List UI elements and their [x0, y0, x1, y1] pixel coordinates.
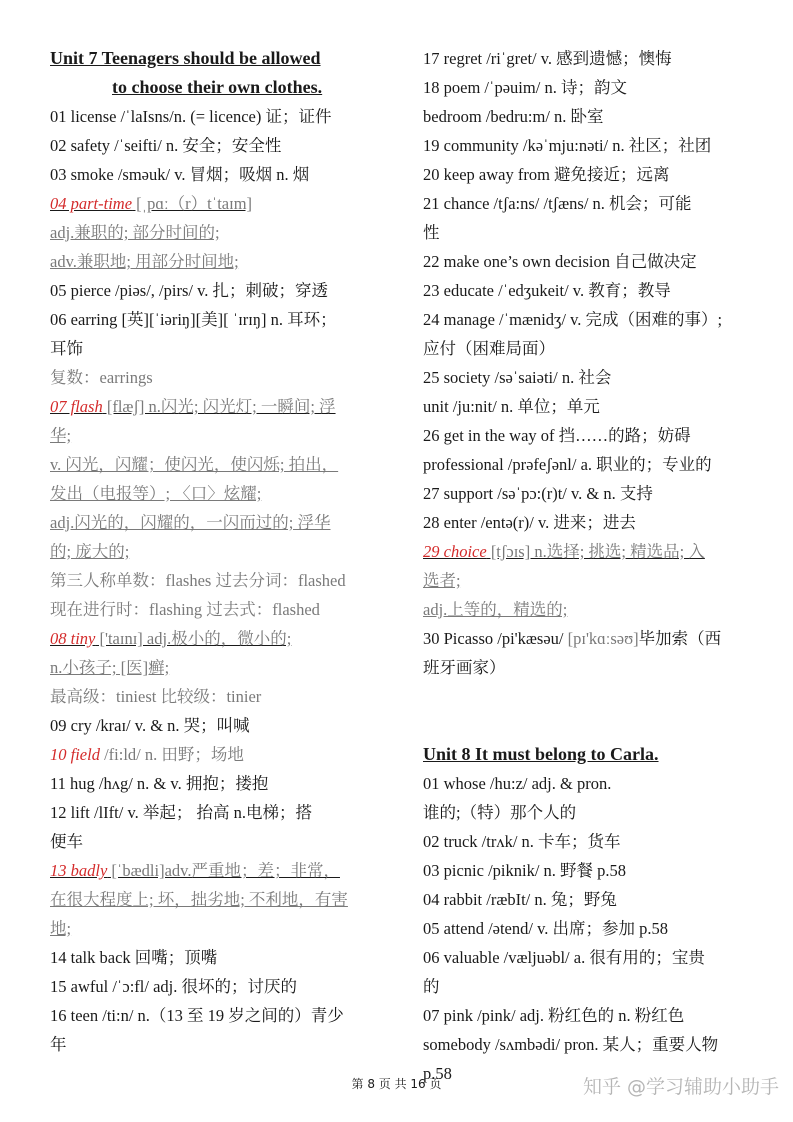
vocab-line: adj.上等的，精选的; — [423, 600, 568, 619]
vocab-line: 06 valuable /væljuəbl/ a. 很有用的；宝贵 — [423, 948, 705, 967]
section-spacer — [423, 682, 768, 740]
vocab-entry-highlight — [50, 740, 386, 769]
vocab-line: 应付（困难局面） — [423, 339, 555, 358]
vocab-line: 复数：earrings — [50, 368, 153, 387]
vocab-line: 18 poem /ˈpəuim/ n. 诗；韵文 — [423, 78, 627, 97]
vocab-word: 08 tiny — [50, 629, 96, 648]
vocab-line: 11 hug /hʌg/ n. & v. 拥抱；搂抱 — [50, 774, 269, 793]
vocab-line: adj.闪光的，闪耀的，一闪而过的; 浮华 — [50, 513, 331, 532]
vocab-entry-highlight — [50, 189, 386, 218]
vocab-line: p.58 — [423, 1064, 452, 1083]
vocab-line: 年 — [50, 1035, 67, 1054]
vocab-line: 地; — [50, 919, 72, 938]
vocab-line: 26 get in the way of 挡……的路；妨碍 — [423, 426, 691, 445]
vocab-line: 27 support /səˈpɔ:(r)t/ v. & n. 支持 — [423, 484, 653, 503]
vocab-line: 最高级：tiniest 比较级：tinier — [50, 687, 262, 706]
vocab-line: 02 safety /ˈseifti/ n. 安全；安全性 — [50, 136, 282, 155]
vocab-line: 04 rabbit /ræbIt/ n. 兔；野兔 — [423, 890, 617, 909]
vocab-line: 班牙画家） — [423, 658, 506, 677]
vocab-line: 便车 — [50, 832, 83, 851]
vocab-word: 04 part-time — [50, 194, 133, 213]
vocab-definition: [ˌpɑː（r）tˈtaɪm] — [132, 194, 253, 213]
vocab-line: 耳饰 — [50, 339, 83, 358]
vocab-word: 29 choice — [423, 542, 487, 561]
vocab-line: 发出（电报等）; 〈口〉炫耀; — [50, 484, 262, 503]
vocab-line: 16 teen /ti:n/ n.（13 至 19 岁之间的）青少 — [50, 1006, 344, 1025]
watermark — [583, 1072, 779, 1099]
vocab-line: 谁的;（特）那个人的 — [423, 803, 577, 822]
vocab-line: 05 pierce /piəs/, /pirs/ v. 扎；刺破；穿透 — [50, 281, 329, 300]
vocab-line: 20 keep away from 避免接近；远离 — [423, 165, 670, 184]
vocab-line: 06 earring [英][ˈiəriŋ][美][ ˈɪrɪŋ] n. 耳环； — [50, 310, 337, 329]
vocab-line: 07 pink /pink/ adj. 粉红色的 n. 粉红色 — [423, 1006, 685, 1025]
vocab-definition: /fi:ld/ n. 田野；场地 — [99, 745, 244, 764]
vocab-line: 性 — [423, 223, 440, 242]
vocab-line: v. 闪光，闪耀；使闪光，使闪烁; 拍出， — [50, 455, 339, 474]
vocab-line: 的; 庞大的; — [50, 542, 130, 561]
vocab-line: 01 whose /hu:z/ adj. & pron. — [423, 774, 612, 793]
unit-title: Unit 8 It must belong to Carla. — [423, 744, 659, 764]
vocab-definition: [tʃɔɪs] n.选择; 挑选; 精选品; 入 — [486, 542, 705, 561]
vocab-line: 19 community /kəˈmju:nəti/ n. 社区；社团 — [423, 136, 712, 155]
vocab-line: professional /prəfeʃənl/ a. 职业的；专业的 — [423, 455, 712, 474]
vocab-line: 现在进行时：flashing 过去式：flashed — [50, 600, 320, 619]
vocab-line: 华; — [50, 426, 72, 445]
vocab-line: bedroom /bedru:m/ n. 卧室 — [423, 107, 604, 126]
vocab-line: 22 make one’s own decision 自己做决定 — [423, 252, 697, 271]
vocab-line: 03 picnic /piknik/ n. 野餐 p.58 — [423, 861, 627, 880]
vocab-line: 23 educate /ˈedʒukeit/ v. 教育；教导 — [423, 281, 671, 300]
vocab-line: 24 manage /ˈmænidʒ/ v. 完成（困难的事）; — [423, 310, 723, 329]
vocab-line: 28 enter /entə(r)/ v. 进来；进去 — [423, 513, 636, 532]
vocab-line: 14 talk back 回嘴；顶嘴 — [50, 948, 218, 967]
vocab-line: 第三人称单数：flashes 过去分词：flashed — [50, 571, 346, 590]
vocab-line: adj.兼职的; 部分时间的; — [50, 223, 220, 242]
vocab-line: n.小孩子; [医]癣; — [50, 658, 170, 677]
vocab-entry-highlight — [50, 856, 386, 885]
vocab-line: unit /ju:nit/ n. 单位；单元 — [423, 397, 600, 416]
vocab-line: 15 awful /ˈɔ:fl/ adj. 很坏的；讨厌的 — [50, 977, 298, 996]
right-column — [423, 44, 768, 1088]
vocab-definition: ['taɪnɪ] adj.极小的，微小的; — [95, 629, 292, 648]
vocab-line: 在很大程度上; 坏，拙劣地; 不利地，有害 — [50, 890, 348, 909]
vocab-entry: 30 Picasso /pi'kæsəu/ [pɪ'kɑːsəʊ]毕加索（西 — [423, 629, 722, 648]
vocab-line: 25 society /səˈsaiəti/ n. 社会 — [423, 368, 612, 387]
vocab-definition: [flæʃ] n.闪光; 闪光灯; 一瞬间; 浮 — [102, 397, 336, 416]
vocab-line: 01 license /ˈlaIsns/n. (= licence) 证；证件 — [50, 107, 332, 126]
vocab-line: somebody /sʌmbədi/ pron. 某人；重要人物 — [423, 1035, 719, 1054]
vocab-word: 07 flash — [50, 397, 103, 416]
vocab-line: 选者; — [423, 571, 461, 590]
vocab-word: 10 field — [50, 745, 100, 764]
vocab-line: 17 regret /riˈgret/ v. 感到遗憾；懊悔 — [423, 49, 672, 68]
phonetic: [pɪ'kɑːsəʊ] — [567, 629, 639, 648]
unit-title: Unit 7 Teenagers should be allowed — [50, 48, 321, 68]
vocab-definition: [ˈbædli]adv.严重地；差；非常， — [107, 861, 340, 880]
vocab-line: 的 — [423, 977, 440, 996]
vocab-line: 09 cry /kraɪ/ v. & n. 哭；叫喊 — [50, 716, 250, 735]
vocab-line: 03 smoke /sməuk/ v. 冒烟；吸烟 n. 烟 — [50, 165, 310, 184]
left-column — [50, 44, 386, 1059]
watermark-text: 知乎 @学习辅助小助手 — [583, 1076, 780, 1098]
page-footer: 第 8 页 共 16 页 — [351, 1077, 442, 1091]
unit-title: to choose their own clothes. — [112, 77, 323, 97]
vocab-entry-highlight — [50, 392, 386, 421]
vocab-entry-highlight — [50, 624, 386, 653]
vocab-line: adv.兼职地; 用部分时间地; — [50, 252, 239, 271]
vocab-line: 05 attend /ətend/ v. 出席；参加 p.58 — [423, 919, 669, 938]
vocab-line: 21 chance /tʃa:ns/ /tʃæns/ n. 机会；可能 — [423, 194, 692, 213]
vocab-entry-highlight — [423, 537, 768, 566]
vocab-line: 02 truck /trʌk/ n. 卡车；货车 — [423, 832, 621, 851]
vocab-line: 12 lift /lIft/ v. 举起； 抬高 n.电梯；搭 — [50, 803, 313, 822]
vocab-word: 13 badly — [50, 861, 108, 880]
